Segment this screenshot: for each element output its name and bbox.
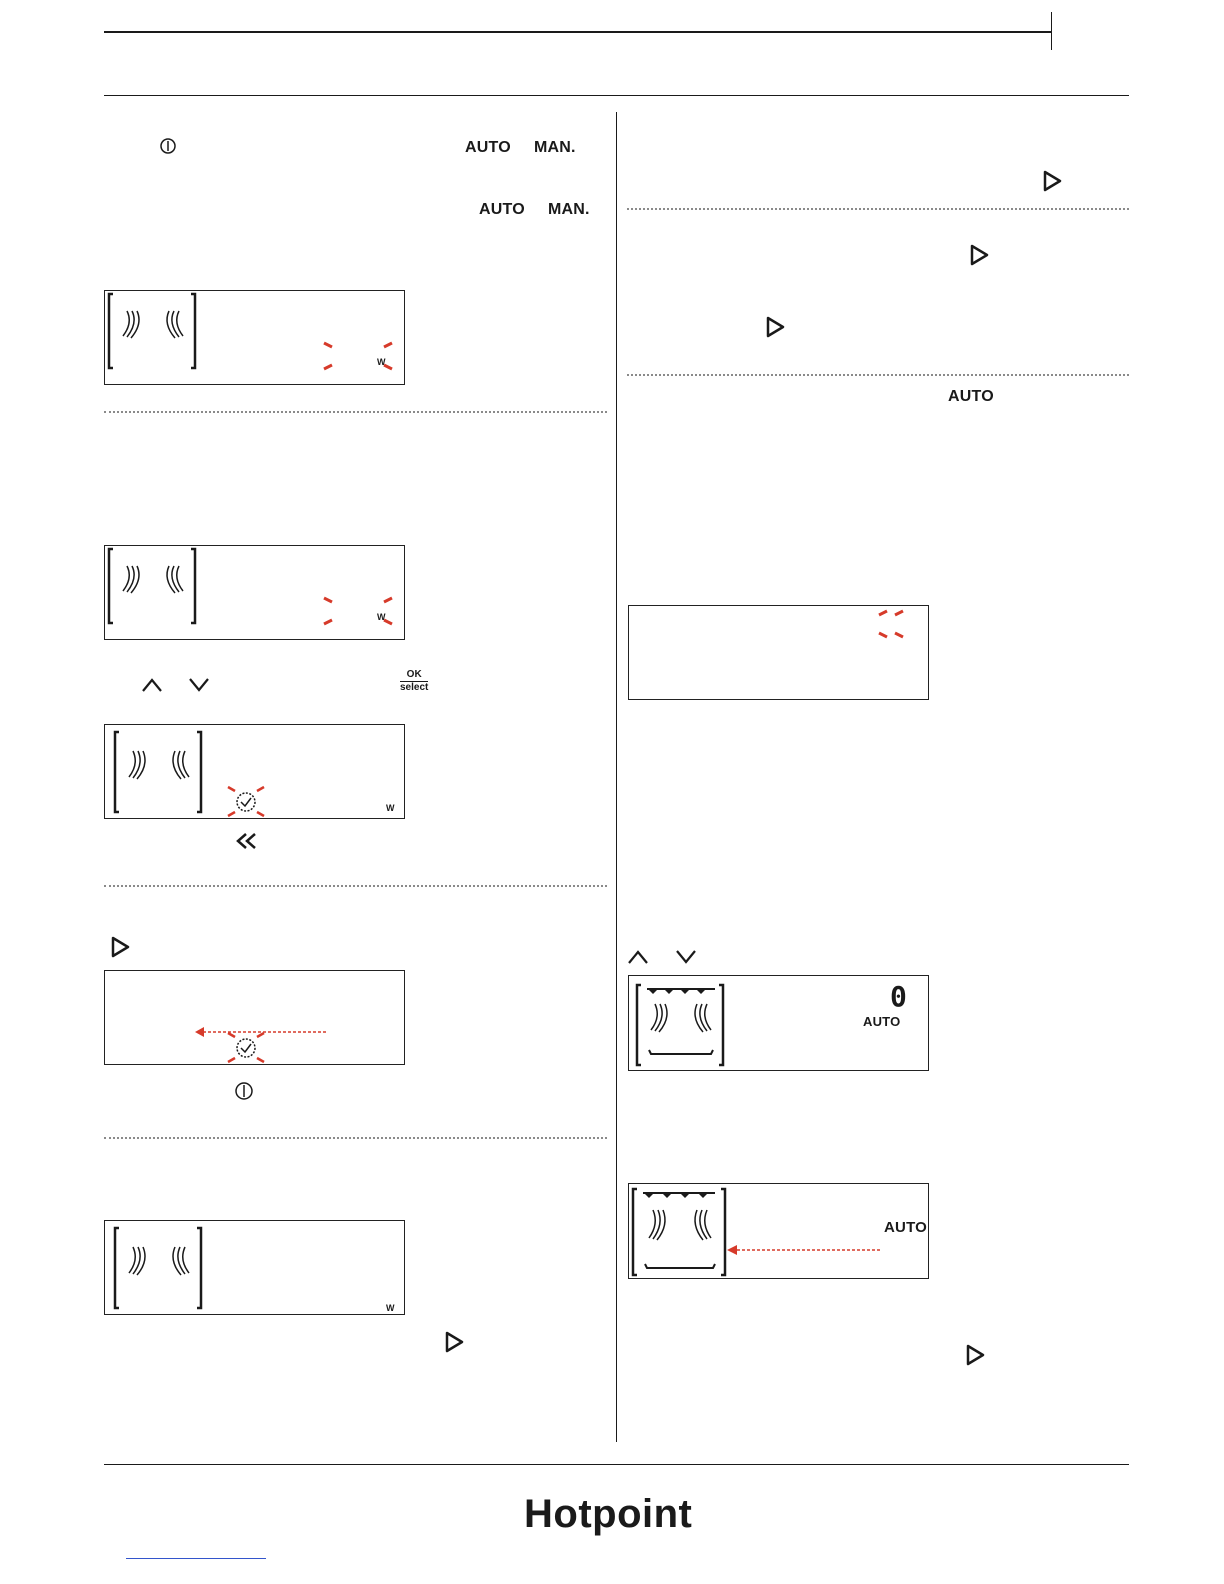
display-panel xyxy=(104,1220,405,1315)
watt-label: W xyxy=(377,357,386,367)
power-icon[interactable] xyxy=(234,1081,254,1101)
oven-top-bottom-heat-icon xyxy=(631,1186,729,1278)
watt-label: W xyxy=(377,612,386,622)
select-label: select xyxy=(400,682,429,693)
oven-top-bottom-heat-icon xyxy=(635,982,727,1068)
display-panel xyxy=(104,970,405,1065)
chevron-up-icon[interactable] xyxy=(141,677,163,693)
power-icon xyxy=(159,137,177,155)
man-label: MAN. xyxy=(548,201,590,218)
section-divider xyxy=(627,208,1129,210)
display-panel xyxy=(104,724,405,819)
oven-cavity-icon xyxy=(113,1225,205,1311)
display-panel xyxy=(104,545,405,640)
oven-cavity-icon xyxy=(113,729,205,815)
section-divider xyxy=(104,885,607,887)
display-panel xyxy=(628,1183,929,1279)
play-icon[interactable] xyxy=(1041,170,1063,192)
auto-label: AUTO xyxy=(465,139,511,156)
blinking-segments-icon xyxy=(875,606,911,642)
chevron-up-icon[interactable] xyxy=(627,949,649,965)
display-panel xyxy=(104,290,405,385)
play-icon[interactable] xyxy=(764,316,786,338)
watt-label: W xyxy=(386,1303,395,1313)
auto-label: AUTO xyxy=(884,1219,928,1236)
auto-label: AUTO xyxy=(863,1014,901,1029)
digit-display: 0 xyxy=(890,980,907,1013)
watt-label: W xyxy=(386,803,395,813)
play-icon[interactable] xyxy=(109,936,131,958)
footer-rule xyxy=(104,1464,1129,1465)
oven-cavity-icon xyxy=(107,546,199,626)
brand-logo: Hotpoint xyxy=(524,1492,693,1536)
arrow-left-indicator xyxy=(725,1244,885,1256)
column-divider xyxy=(616,112,617,1442)
header-rule xyxy=(104,95,1129,96)
section-divider xyxy=(627,374,1129,376)
footer-underline xyxy=(126,1558,266,1559)
play-icon[interactable] xyxy=(964,1344,986,1366)
section-divider xyxy=(104,411,607,413)
ok-label: OK xyxy=(400,670,428,682)
play-icon[interactable] xyxy=(443,1331,465,1353)
auto-label: AUTO xyxy=(948,388,994,405)
display-panel xyxy=(628,605,929,700)
blinking-segments-icon xyxy=(320,594,400,630)
auto-label: AUTO xyxy=(479,201,525,218)
top-rule-tick xyxy=(1051,12,1052,50)
play-icon[interactable] xyxy=(968,244,990,266)
clock-blinking-icon xyxy=(225,783,267,819)
man-label: MAN. xyxy=(534,139,576,156)
section-divider xyxy=(104,1137,607,1139)
chevron-down-icon[interactable] xyxy=(675,949,697,965)
clock-blinking-icon xyxy=(225,1029,267,1065)
top-rule xyxy=(104,31,1052,33)
double-chevron-left-icon[interactable] xyxy=(234,832,258,850)
ok-select-button[interactable] xyxy=(400,670,428,693)
display-panel xyxy=(628,975,929,1071)
oven-cavity-icon xyxy=(107,291,199,371)
blinking-segments-icon xyxy=(320,339,400,375)
chevron-down-icon[interactable] xyxy=(188,677,210,693)
